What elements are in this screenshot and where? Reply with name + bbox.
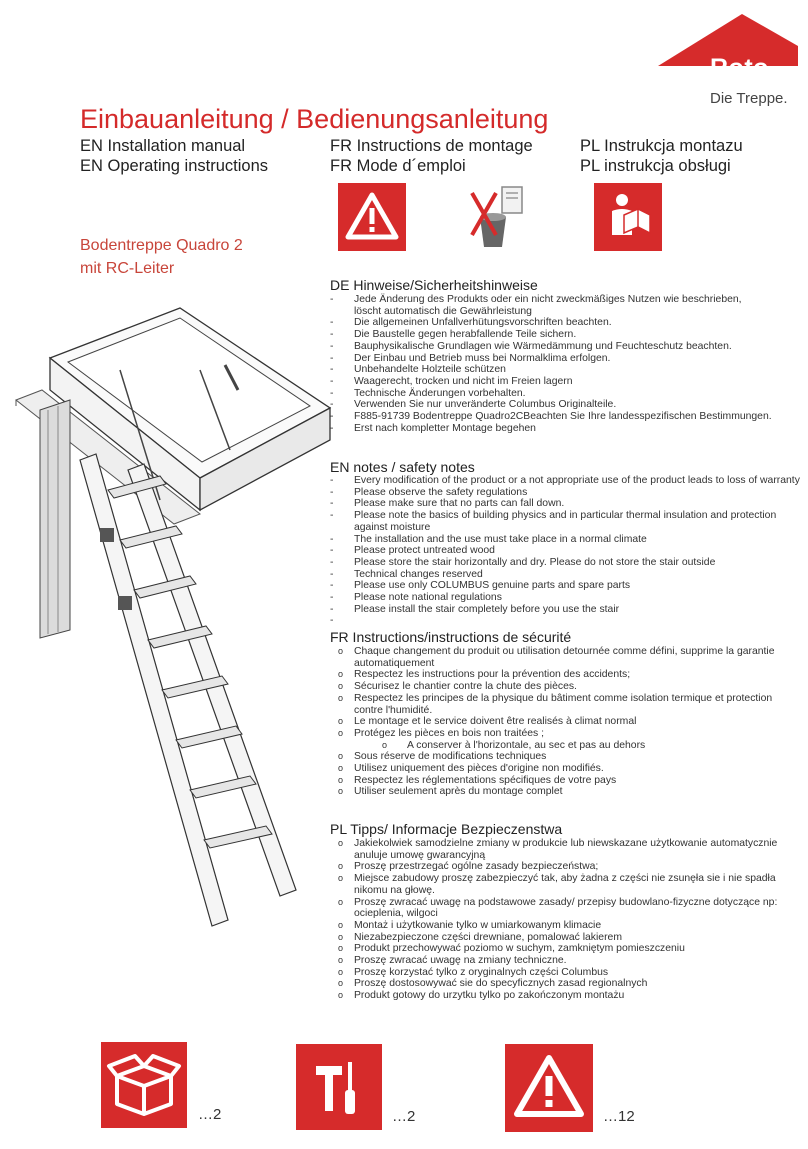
list-item: o Protégez les pièces en bois non traitées ; [330, 728, 790, 740]
list-item: automatiquement [354, 657, 435, 669]
product-line-1: Bodentreppe Quadro 2 [80, 237, 243, 254]
list-item: - Technische Änderungen vorbehalten. [330, 388, 800, 400]
list-item: o Proszę korzystać tylko z oryginalnych części Columbus [330, 967, 800, 979]
tools-page-ref: …2 [392, 1108, 416, 1125]
list-item: against moisture [354, 521, 431, 533]
list-item: o Chaque changement du produit ou utilisation detournée comme défini, supprime la garantie [330, 646, 790, 658]
product-name [80, 234, 243, 280]
list-item: o Produkt przechowywać poziomo w suchym, zamkniętym pomieszczeniu [330, 943, 800, 955]
section-de-list [330, 294, 800, 434]
list-item: löscht automatisch die Gewährleistung [354, 305, 532, 317]
list-item: o Utiliser seulement après du montage complet [330, 786, 790, 798]
list-item: - Please protect untreated wood [330, 545, 802, 557]
logo-brand: Roto [710, 54, 769, 82]
section-en-title: EN notes / safety notes [330, 459, 475, 475]
roto-logo [658, 14, 798, 107]
header-pl-install: PL Instrukcja montazu [580, 137, 743, 155]
list-item: o Sécurisez le chantier contre la chute des pièces. [330, 681, 790, 693]
page-title: Einbauanleitung / Bedienungsanleitung [80, 104, 549, 134]
list-item: - Please observe the safety regulations [330, 487, 802, 499]
box-icon [101, 1042, 187, 1128]
list-item: - Please note national regulations [330, 592, 802, 604]
list-item: - Please store the stair horizontally and dry. Please do not store the stair outside [330, 557, 802, 569]
list-item: contre l'humidité. [354, 704, 433, 716]
warning-icon [338, 183, 406, 251]
list-item: o Respectez les réglementations spécifiques de votre pays [330, 775, 790, 787]
list-item: - Erst nach kompletter Montage begehen [330, 423, 800, 435]
section-de-title: DE Hinweise/Sicherheitshinweise [330, 277, 538, 293]
list-item: - Verwenden Sie nur unveränderte Columbus Originalteile. [330, 399, 800, 411]
list-item: o Niezabezpieczone części drewniane, pomalować lakierem [330, 932, 800, 944]
list-item: o Proszę przestrzegać ogólne zasady bezpieczeństwa; [330, 861, 800, 873]
logo-tagline: Die Treppe. [710, 90, 788, 107]
list-item: - Die Baustelle gegen herabfallende Teile sichern. [330, 329, 800, 341]
header-fr-operate: FR Mode d´emploi [330, 157, 466, 175]
list-item: o A conserver à l'horizontale, au sec et pas au dehors [330, 740, 790, 752]
section-pl-list [330, 838, 800, 1002]
list-item: o Respectez les instructions pour la prévention des accidents; [330, 669, 790, 681]
stair-illustration [10, 300, 335, 1020]
section-en-list [330, 475, 802, 615]
list-item: nikomu na głowę. [354, 884, 435, 896]
list-item: - Please install the stair completely before you use the stair [330, 604, 802, 616]
list-item: o Proszę zwracać uwagę na zmiany techniczne. [330, 955, 800, 967]
list-item: o Respectez les principes de la physique du bâtiment comme isolation termique et protection [330, 693, 790, 705]
list-item: o Utilisez uniquement des pièces d'origine non modifiés. [330, 763, 790, 775]
header-pl-operate: PL instrukcja obsługi [580, 157, 731, 175]
list-item: - F885-91739 Bodentreppe Quadro2CBeachten Sie Ihre landesspezifischen Bestimmungen. [330, 411, 800, 423]
read-manual-icon [594, 183, 662, 251]
list-item: o Proszę dostosowywać sie do specyficznych zasad regionalnych [330, 978, 800, 990]
list-item: - Please note the basics of building physics and in particular thermal insulation and protection [330, 510, 802, 522]
list-item: - The installation and the use must take place in a normal climate [330, 534, 802, 546]
list-item: o Le montage et le service doivent être realisés à climat normal [330, 716, 790, 728]
list-item: - Waagerecht, trocken und nicht im Freien lagern [330, 376, 800, 388]
list-item: - Please use only COLUMBUS genuine parts and spare parts [330, 580, 802, 592]
list-item: - Technical changes reserved [330, 569, 802, 581]
list-item: - Jede Änderung des Produkts oder ein nicht zweckmäßiges Nutzen wie beschrieben, [330, 294, 800, 306]
list-item: - Die allgemeinen Unfallverhütungsvorschriften beachten. [330, 317, 800, 329]
warning-icon [505, 1044, 593, 1132]
box-page-ref: …2 [198, 1106, 222, 1123]
list-item: o Miejsce zabudowy proszę zabezpieczyć tak, aby żadna z części nie zsunęła sie i nie spadła [330, 873, 800, 885]
header-en-install: EN Installation manual [80, 137, 246, 155]
list-item: - Please make sure that no parts can fall down. [330, 498, 802, 510]
list-item: ociepleniа, wilgoci [354, 908, 438, 920]
list-item: - Every modification of the product or a not appropriate use of the product leads to loss of warranty [330, 475, 802, 487]
list-item: - Bauphysikalische Grundlagen wie Wärmedämmung und Feuchteschutz beachten. [330, 341, 800, 353]
section-fr-list [330, 646, 790, 798]
warning-page-ref: …12 [603, 1108, 635, 1125]
list-item: o Proszę zwracać uwagę na podstawowe zasady/ przepisy budowlano-fizyczne dotyczące np: [330, 897, 800, 909]
header-fr-install: FR Instructions de montage [330, 137, 533, 155]
list-item: o Sous réserve de modifications techniques [330, 751, 790, 763]
section-fr-title: FR Instructions/instructions de sécurité [330, 629, 572, 645]
tools-icon [296, 1044, 382, 1130]
header-en-operate: EN Operating instructions [80, 157, 269, 175]
product-line-2: mit RC-Leiter [80, 260, 175, 277]
list-item: - Der Einbau und Betrieb muss bei Normalklima erfolgen. [330, 353, 800, 365]
list-item: o Montaż i użytkowanie tylko w umiarkowanym klimacie [330, 920, 800, 932]
no-disposal-icon [466, 183, 530, 253]
list-item: o Jakiekolwiek samodzielne zmiany w produkcie lub niewskazane użytkowanie automatycznie [330, 838, 800, 850]
list-item: o Produkt gotowy do urzytku tylko po zakończonym montażu [330, 990, 800, 1002]
list-item: anuluje umowę gwarancyjną [354, 849, 486, 861]
section-pl-title: PL Tipps/ Informacje Bezpieczenstwa [330, 821, 563, 837]
list-item: - Unbehandelte Holzteile schützen [330, 364, 800, 376]
